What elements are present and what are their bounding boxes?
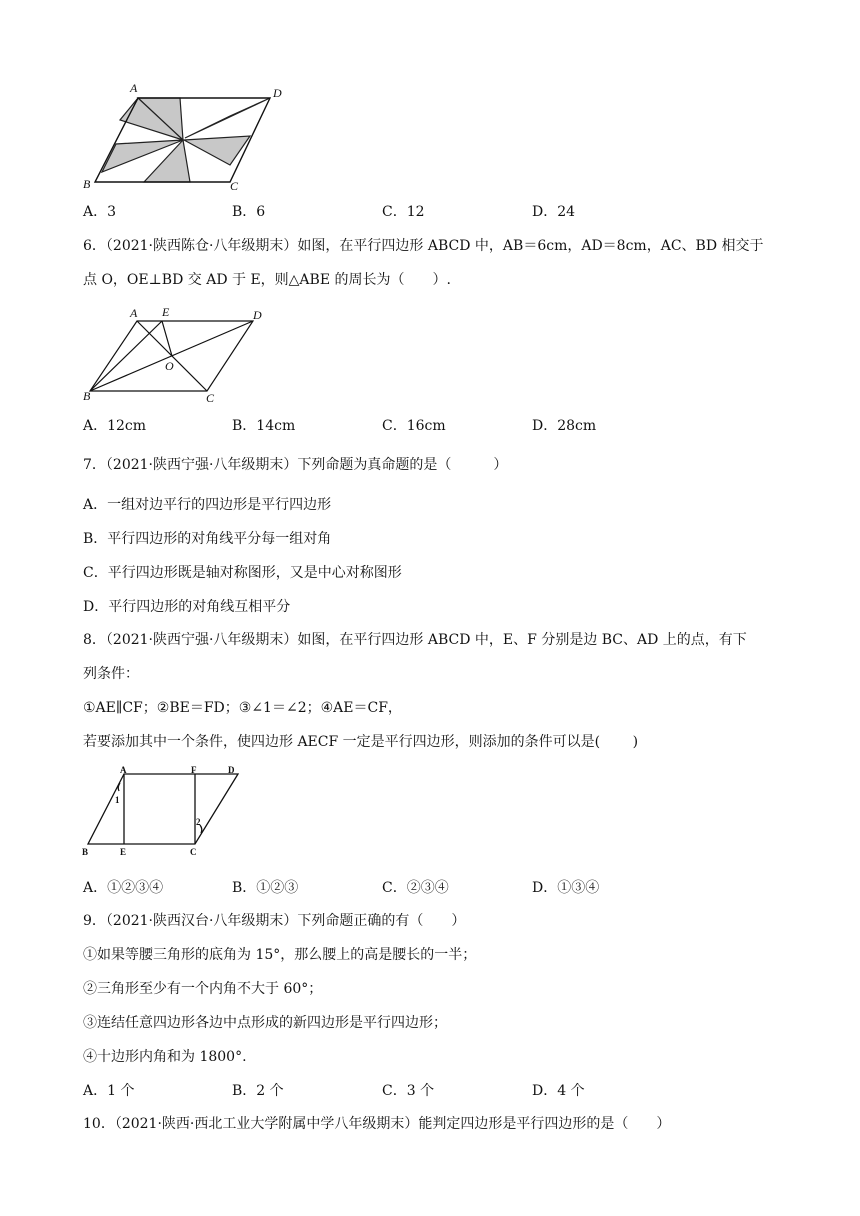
q8-label-F: F	[191, 765, 197, 775]
q8-label-C: C	[190, 847, 197, 857]
q8-option-c: C．②③④	[382, 880, 449, 896]
q6-segment-be	[90, 321, 162, 391]
q8-outline	[88, 774, 238, 844]
q6-label-O: O	[165, 359, 174, 373]
q9-stem: 9．（2021·陕西汉台·八年级期末）下列命题正确的有（ ）	[83, 913, 466, 929]
q5-option-c: C．12	[382, 204, 425, 220]
q7-choice-b: B．平行四边形的对角线平分每一组对角	[83, 531, 332, 547]
q10-stem: 10．（2021·陕西·西北工业大学附属中学八年级期末）能判定四边形是平行四边形的是（ ）	[83, 1116, 671, 1132]
q7-choice-a: A．一组对边平行的四边形是平行四边形	[83, 497, 332, 513]
q6-option-a: A．12cm	[83, 418, 147, 434]
q6-option-b: B．14cm	[232, 418, 296, 434]
q8-stem-line1: 8．（2021·陕西宁强·八年级期末）如图，在平行四边形 ABCD 中，E、F 分别是边 BC、AD 上的点，有下	[83, 632, 747, 648]
q6-label-E: E	[162, 305, 170, 319]
q9-option-d: D．4 个	[532, 1083, 585, 1099]
q9-option-c: C．3 个	[382, 1083, 435, 1099]
q9-item-1: ①如果等腰三角形的底角为 15°，那么腰上的高是腰长的一半；	[83, 947, 477, 963]
q6-stem-line2: 点 O，OE⊥BD 交 AD 于 E，则△ABE 的周长为（ ）.	[83, 272, 451, 288]
q9-item-4: ④十边形内角和为 1800°.	[83, 1049, 247, 1065]
q6-label-D: D	[253, 308, 262, 322]
q7-stem: 7．（2021·陕西宁强·八年级期末）下列命题为真命题的是（ ）	[83, 457, 508, 473]
q5-label-B: B	[83, 177, 91, 191]
q6-option-d: D．28cm	[532, 418, 597, 434]
q8-label-D: D	[228, 765, 235, 775]
q6-option-c: C．16cm	[382, 418, 446, 434]
q7-choice-d: D．平行四边形的对角线互相平分	[83, 599, 291, 615]
q8-stem-line2: 列条件：	[83, 666, 139, 682]
q5-label-A: A	[130, 81, 138, 95]
q6-label-B: B	[83, 389, 91, 403]
q5-label-C: C	[230, 179, 239, 193]
q8-stem-line4: 若要添加其中一个条件，使四边形 AECF 一定是平行四边形，则添加的条件可以是( )	[83, 734, 639, 750]
q8-option-b: B．①②③	[232, 880, 299, 896]
q9-item-3: ③连结任意四边形各边中点形成的新四边形是平行四边形；	[83, 1015, 447, 1031]
q9-option-b: B．2 个	[232, 1083, 284, 1099]
q7-choice-c: C．平行四边形既是轴对称图形，又是中心对称图形	[83, 565, 402, 581]
q8-option-a: A．①②③④	[83, 880, 164, 896]
q8-option-d: D．①③④	[532, 880, 600, 896]
q8-label-A: A	[120, 765, 127, 775]
q8-label-angle-1: 1	[115, 795, 120, 805]
q6-stem-line1: 6．（2021·陕西陈仓·八年级期末）如图，在平行四边形 ABCD 中，AB＝6cm，AD＝8cm，AC、BD 相交于	[83, 238, 764, 254]
q5-parallelogram-figure	[80, 80, 290, 195]
q5-option-d: D．24	[532, 204, 576, 220]
q8-conditions: ①AE∥CF；②BE＝FD；③∠1＝∠2；④AE＝CF，	[83, 700, 402, 716]
q9-option-a: A．1 个	[83, 1083, 135, 1099]
q6-parallelogram-figure	[80, 300, 270, 410]
q6-label-A: A	[130, 306, 138, 320]
q5-option-a: A．3	[83, 204, 117, 220]
q5-label-D: D	[273, 86, 282, 100]
q5-shaded-triangle	[185, 98, 270, 138]
q6-label-C: C	[206, 391, 215, 405]
q8-label-E: E	[120, 847, 127, 857]
q8-parallelogram-figure	[80, 765, 250, 865]
q5-option-b: B．6	[232, 204, 266, 220]
q8-label-angle-2: 2	[196, 817, 201, 827]
q8-label-B: B	[82, 847, 89, 857]
q9-item-2: ②三角形至少有一个内角不大于 60°；	[83, 981, 323, 997]
